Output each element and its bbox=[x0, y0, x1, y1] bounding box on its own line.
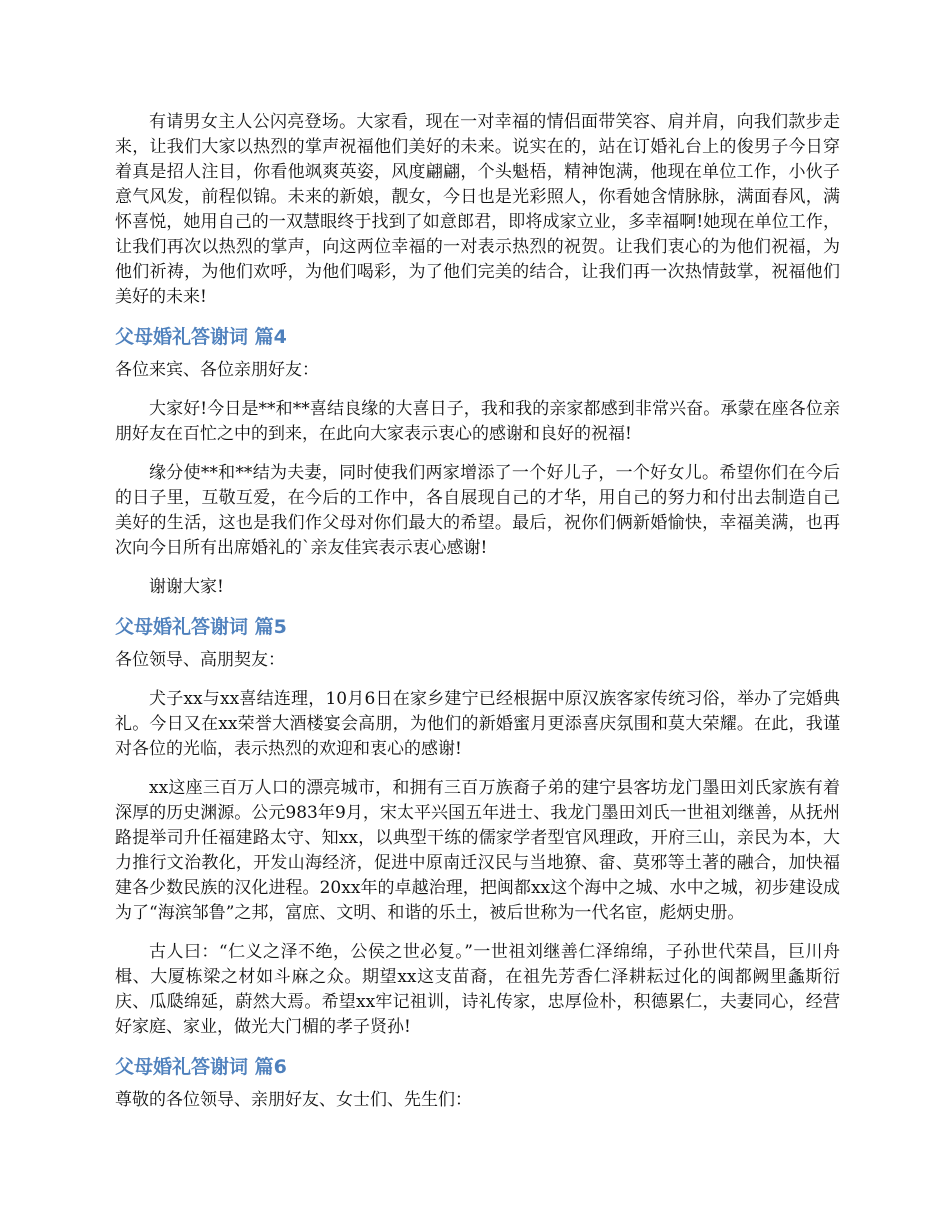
paragraph-5-1: 犬子xx与xx喜结连理，10月6日在家乡建宁已经根据中原汉族客家传统习俗，举办了完婚典礼。今日又在xx荣誉大酒楼宴会高朋，为他们的新婚蜜月更添喜庆氛围和莫大荣耀。在此，我谨对各位的光临，表示热烈的欢迎和衷心的感谢! bbox=[115, 689, 840, 759]
salutation-4: 各位来宾、各位亲朋好友： bbox=[115, 360, 319, 380]
salutation-5: 各位领导、高朋契友： bbox=[115, 650, 285, 670]
paragraph-5-3: 古人曰：“仁义之泽不绝，公侯之世必复。”一世祖刘继善仁泽绵绵，子孙世代荣昌，巨川舟楫、大厦栋梁之材如斗麻之众。期望xx这支苗裔，在祖先芳香仁泽耕耘过化的闽都阙里螽斯衍庆、瓜瓞绵延，蔚然大焉。希望xx牢记祖训，诗礼传家，忠厚俭朴，积德累仁，夫妻同心，经营好家庭、家业，做光大门楣的孝子贤孙! bbox=[115, 942, 840, 1037]
paragraph-5-2: xx这座三百万人口的漂亮城市，和拥有三百万族裔子弟的建宁县客坊龙门墨田刘氏家族有着深厚的历史渊源。公元983年9月，宋太平兴国五年进士、我龙门墨田刘氏一世祖刘继善，从抚州路提举司升任福建路太守、知xx，以典型干练的儒家学者型官风理政，开府三山，亲民为本，大力推行文治教化，开发山海经济，促进中原南迁汉民与当地獠、畲、莫邪等土著的融合，加快福建各少数民族的汉化进程。20xx年的卓越治理，把闽都xx这个海中之城、水中之城，初步建设成为了“海滨邹鲁”之邦，富庶、文明、和谐的乐土，被后世称为一代名宦，彪炳史册。 bbox=[115, 778, 840, 923]
paragraph-4-1: 大家好!今日是**和**喜结良缘的大喜日子，我和我的亲家都感到非常兴奋。承蒙在座各位亲朋好友在百忙之中的到来，在此向大家表示衷心的感谢和良好的祝福! bbox=[115, 399, 840, 444]
section-heading-4: 父母婚礼答谢词 篇4 bbox=[115, 326, 287, 348]
salutation-6: 尊敬的各位领导、亲朋好友、女士们、先生们： bbox=[115, 1090, 472, 1110]
paragraph-4-3: 谢谢大家! bbox=[149, 577, 224, 597]
intro-paragraph: 有请男女主人公闪亮登场。大家看，现在一对幸福的情侣面带笑容、肩并肩，向我们款步走来，让我们大家以热烈的掌声祝福他们美好的未来。说实在的，站在订婚礼台上的俊男子今日穿着真是招人注目，你看他飒爽英姿，风度翩翩，个头魁梧，精神饱满，他现在单位工作，小伙子意气风发，前程似锦。未来的新娘，靓女，今日也是光彩照人，你看她含情脉脉，满面春风，满怀喜悦，她用自己的一双慧眼终于找到了如意郎君，即将成家立业，多幸福啊!她现在单位工作，让我们再次以热烈的掌声，向这两位幸福的一对表示热烈的祝贺。让我们衷心的为他们祝福，为他们祈祷，为他们欢呼，为他们喝彩，为了他们完美的结合，让我们再一次热情鼓掌，祝福他们美好的未来! bbox=[115, 112, 840, 307]
paragraph-4-2: 缘分使**和**结为夫妻，同时使我们两家增添了一个好儿子，一个好女儿。希望你们在今后的日子里，互敬互爱，在今后的工作中，各自展现自己的才华，用自己的努力和付出去制造自己美好的生活，这也是我们作父母对你们最大的希望。最后，祝你们俩新婚愉快，幸福美满，也再次向今日所有出席婚礼的`亲友佳宾表示衷心感谢! bbox=[115, 463, 840, 558]
section-heading-5: 父母婚礼答谢词 篇5 bbox=[115, 616, 287, 638]
document-page bbox=[115, 110, 840, 1127]
section-heading-6: 父母婚礼答谢词 篇6 bbox=[115, 1056, 287, 1078]
